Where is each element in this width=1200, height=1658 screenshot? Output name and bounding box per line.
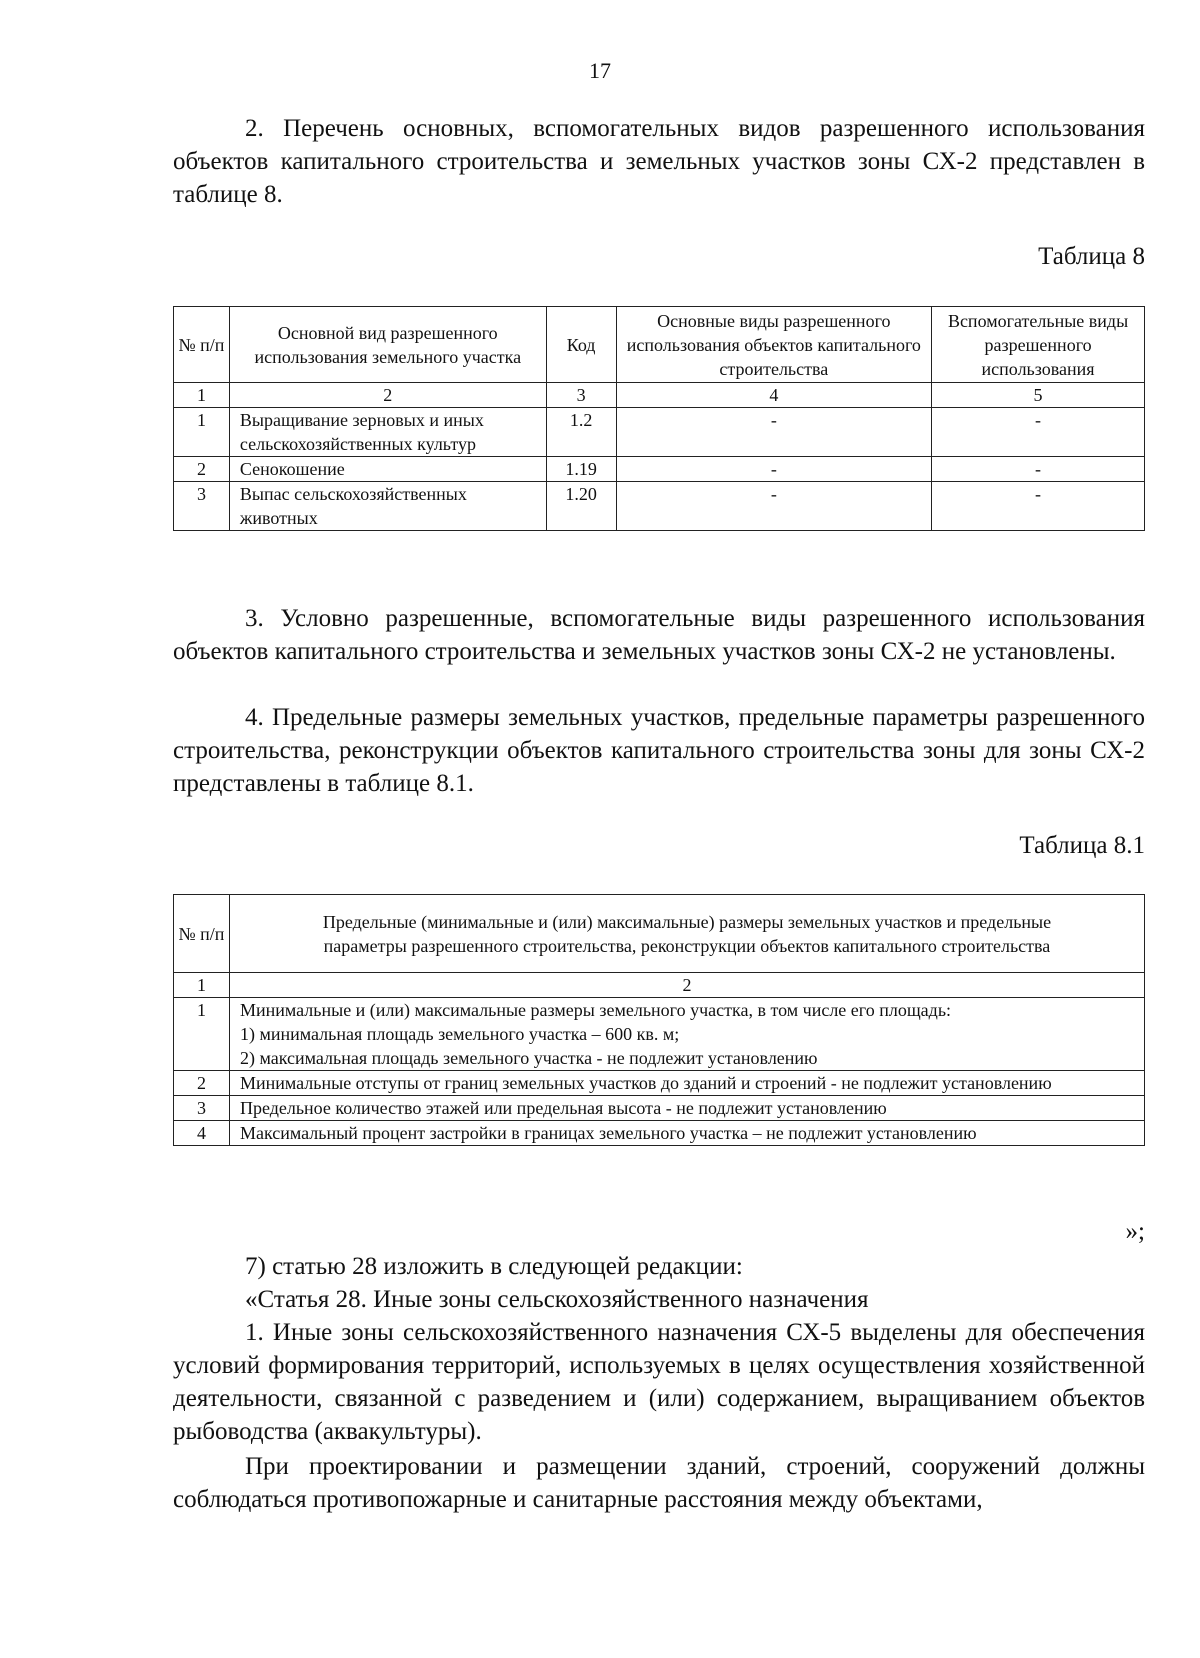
table-header-row xyxy=(174,307,1145,383)
limit-description: Минимальные отступы от границ земельных участков до зданий и строений - не подлежит установлению xyxy=(229,1071,1144,1096)
limit-description: Максимальный процент застройки в границах земельного участка – не подлежит установлению xyxy=(229,1121,1144,1146)
col-number: 1 xyxy=(174,383,230,408)
paragraph-limits-intro: 4. Предельные размеры земельных участков, предельные параметры разрешенного строительства, реконструкции объектов капитального строительства зоны для зоны СХ-2 представлены в таблице 8.1. xyxy=(173,704,1145,797)
table-row xyxy=(174,457,1145,482)
col-number: 1 xyxy=(174,973,230,998)
table-row xyxy=(174,482,1145,531)
limit-description xyxy=(229,998,1144,1071)
paragraph-zone-description: 1. Иные зоны сельскохозяйственного назначения СХ-5 выделены для обеспечения условий формирования территорий, используемых в целях осуществления хозяйственной деятельности, связанной с разведением и (или) содержанием, выращиванием объектов рыбоводства (аквакультуры). xyxy=(173,1319,1145,1445)
row-number: 3 xyxy=(174,1096,230,1121)
header-cell: Основные виды разрешенного использования объектов капитального строительства xyxy=(616,307,932,383)
header-cell: Предельные (минимальные и (или) максимальные) размеры земельных участков и предельные параметры разрешенного строительства, реконструкции объектов капитального строительства xyxy=(229,895,1144,973)
paragraph-article-title: «Статья 28. Иные зоны сельскохозяйственного назначения xyxy=(245,1286,869,1313)
limit-line: 2) максимальная площадь земельного участка - не подлежит установлению xyxy=(239,1048,818,1068)
use-code: 1.2 xyxy=(546,408,616,457)
row-number: 1 xyxy=(174,408,230,457)
header-cell: Вспомогательные виды разрешенного использования xyxy=(932,307,1145,383)
limit-line: 1) минимальная площадь земельного участка – 600 кв. м; xyxy=(239,1024,680,1044)
main-uses: - xyxy=(616,457,932,482)
paragraph-article-amendment: 7) статью 28 изложить в следующей редакции: xyxy=(245,1253,743,1280)
table-row xyxy=(174,1071,1145,1096)
row-number: 4 xyxy=(174,1121,230,1146)
main-uses: - xyxy=(616,482,932,531)
column-number-row xyxy=(174,973,1145,998)
col-number: 3 xyxy=(546,383,616,408)
row-number: 2 xyxy=(174,1071,230,1096)
table-8-caption: Таблица 8 xyxy=(1038,243,1145,270)
col-number: 2 xyxy=(229,383,546,408)
limit-line: Минимальные и (или) максимальные размеры земельного участка, в том числе его площадь: xyxy=(239,1000,952,1020)
use-type: Выращивание зерновых и иных сельскохозяйственных культур xyxy=(229,408,546,457)
header-cell: Код xyxy=(546,307,616,383)
table-81-caption: Таблица 8.1 xyxy=(1019,832,1145,859)
table-8-1 xyxy=(173,894,1145,1146)
main-uses: - xyxy=(616,408,932,457)
table-8 xyxy=(173,306,1145,531)
row-number: 1 xyxy=(174,998,230,1071)
use-code: 1.20 xyxy=(546,482,616,531)
header-cell: Основной вид разрешенного использования земельного участка xyxy=(229,307,546,383)
header-cell: № п/п xyxy=(174,895,230,973)
use-code: 1.19 xyxy=(546,457,616,482)
table-row xyxy=(174,1096,1145,1121)
paragraph-design-requirements: При проектировании и размещении зданий, строений, сооружений должны соблюдаться противопожарные и санитарные расстояния между объектами, xyxy=(173,1453,1145,1513)
column-number-row xyxy=(174,383,1145,408)
col-number: 2 xyxy=(229,973,1144,998)
col-number: 5 xyxy=(932,383,1145,408)
paragraph-conditional-uses: 3. Условно разрешенные, вспомогательные виды разрешенного использования объектов капитального строительства и земельных участков зоны СХ-2 не установлены. xyxy=(173,605,1145,665)
row-number: 3 xyxy=(174,482,230,531)
limit-description: Предельное количество этажей или предельная высота - не подлежит установлению xyxy=(229,1096,1144,1121)
page-number: 17 xyxy=(589,58,611,83)
col-number: 4 xyxy=(616,383,932,408)
use-type: Выпас сельскохозяйственных животных xyxy=(229,482,546,531)
header-cell: № п/п xyxy=(174,307,230,383)
table-row xyxy=(174,998,1145,1071)
row-number: 2 xyxy=(174,457,230,482)
paragraph-list-intro: 2. Перечень основных, вспомогательных видов разрешенного использования объектов капитального строительства и земельных участков зоны СХ-2 представлен в таблице 8. xyxy=(173,115,1145,208)
table-header-row xyxy=(174,895,1145,973)
table-row xyxy=(174,408,1145,457)
table-row xyxy=(174,1121,1145,1146)
closing-quote: »; xyxy=(1125,1218,1145,1245)
aux-uses: - xyxy=(932,482,1145,531)
aux-uses: - xyxy=(932,408,1145,457)
use-type: Сенокошение xyxy=(229,457,546,482)
aux-uses: - xyxy=(932,457,1145,482)
